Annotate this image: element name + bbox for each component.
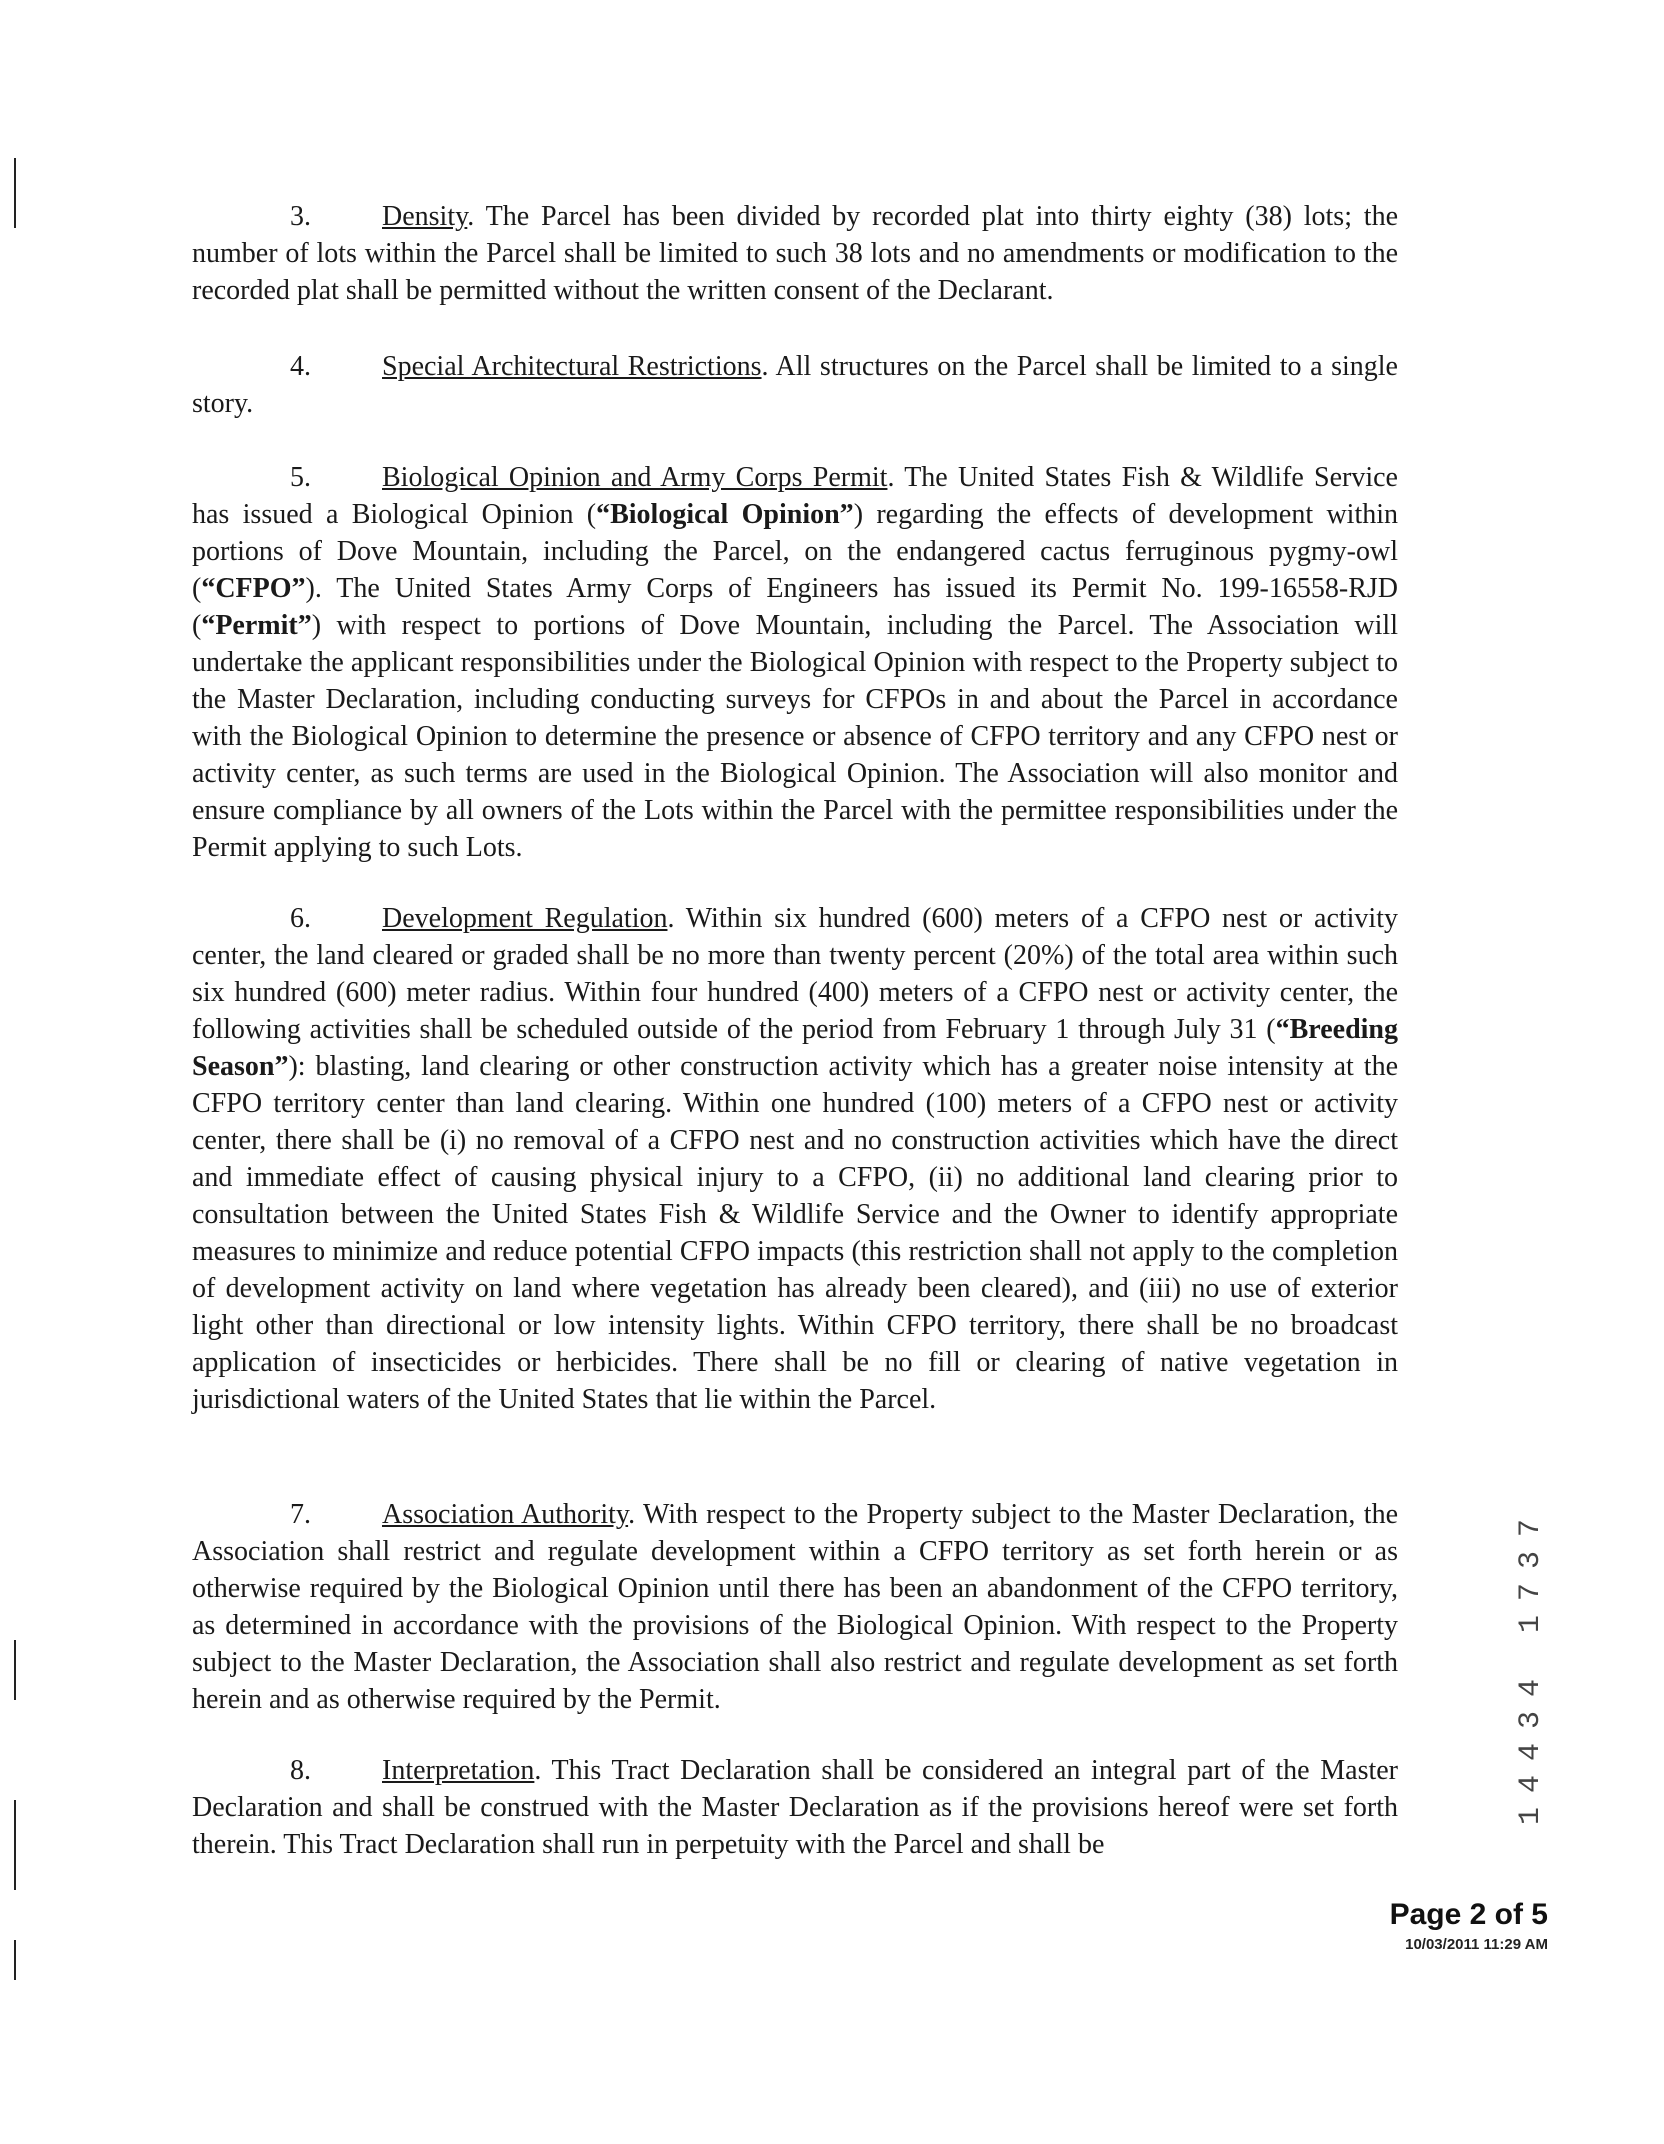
paragraph-biological-opinion	[192, 459, 1398, 866]
paragraph-heading: Association Authority	[382, 1499, 629, 1530]
paragraph-number: 8.	[290, 1755, 311, 1786]
paragraph-interpretation	[192, 1752, 1398, 1863]
paragraph-density	[192, 198, 1398, 309]
paragraph-architectural-restrictions	[192, 348, 1398, 422]
paragraph-association-authority	[192, 1496, 1398, 1718]
scan-mark	[14, 158, 16, 228]
paragraph-body: ) with respect to portions of Dove Mountain, including the Parcel. The Association will undertake the applicant responsibilities under the Biological Opinion with respect to the Property subject to the Master Declaration, including conducting surveys for CFPOs in and about the Parcel in accordance with the Biological Opinion to determine the presence or absence of CFPO territory and any CFPO nest or activity center, as such terms are used in the Biological Opinion. The Association will also monitor and ensure compliance by all owners of the Lots within the Parcel with the permittee responsibilities under the Permit applying to such Lots.	[192, 610, 1398, 863]
paragraph-number: 7.	[290, 1499, 311, 1530]
scan-mark	[14, 1800, 16, 1890]
defined-term: “Biological Opinion”	[596, 499, 854, 530]
paragraph-body: . With respect to the Property subject to the Master Declaration, the Association shall restrict and regulate development within a CFPO territory as set forth herein or as otherwise required by the Biological Opinion until there has been an abandonment of the CFPO territory, as determined in accordance with the provisions of the Biological Opinion. With respect to the Property subject to the Master Declaration, the Association shall also restrict and regulate development as set forth herein and as otherwise required by the Permit.	[192, 1499, 1398, 1715]
paragraph-body: ). The United States Army Corps of Engineers has issued its Permit No. 199-16558-RJD (	[192, 573, 1398, 641]
paragraph-body: . All structures on the Parcel shall be limited to a single story.	[192, 351, 1398, 419]
paragraph-heading: Interpretation	[382, 1755, 535, 1786]
recording-number: 14434 1737	[1514, 1505, 1548, 1826]
scan-mark	[14, 1940, 16, 1980]
paragraph-heading: Density	[382, 201, 468, 232]
paragraph-number: 5.	[290, 462, 311, 493]
print-timestamp: 10/03/2011 11:29 AM	[1405, 1936, 1548, 1953]
defined-term: “Breeding Season”	[192, 1014, 1398, 1082]
page-number: Page 2 of 5	[1389, 1898, 1548, 1931]
paragraph-number: 6.	[290, 903, 311, 934]
defined-term: “CFPO”	[201, 573, 306, 604]
paragraph-body: ) regarding the effects of development within portions of Dove Mountain, including the Parcel, on the endangered cactus ferruginous pygmy-owl (	[192, 499, 1398, 604]
paragraph-body: . Within six hundred (600) meters of a CFPO nest or activity center, the land cleared or graded shall be no more than twenty percent (20%) of the total area within such six hundred (600) meter radius. Within four hundred (400) meters of a CFPO nest or activity center, the following activities shall be scheduled outside of the period from February 1 through July 31 (	[192, 903, 1398, 1045]
scan-mark	[14, 1640, 16, 1700]
paragraph-heading: Biological Opinion and Army Corps Permit	[382, 462, 888, 493]
paragraph-body: ): blasting, land clearing or other construction activity which has a greater noise intensity at the CFPO territory center than land clearing. Within one hundred (100) meters of a CFPO nest or activity center, there shall be (i) no removal of a CFPO nest and no construction activities which have the direct and immediate effect of causing physical injury to a CFPO, (ii) no additional land clearing prior to consultation between the United States Fish & Wildlife Service and the Owner to identify appropriate measures to minimize and reduce potential CFPO impacts (this restriction shall not apply to the completion of development activity on land where vegetation has already been cleared), and (iii) no use of exterior light other than directional or low intensity lights. Within CFPO territory, there shall be no broadcast application of insecticides or herbicides. There shall be no fill or clearing of native vegetation in jurisdictional waters of the United States that lie within the Parcel.	[192, 1051, 1398, 1415]
paragraph-development-regulation	[192, 900, 1398, 1418]
paragraph-number: 4.	[290, 351, 311, 382]
paragraph-heading: Development Regulation	[382, 903, 668, 934]
defined-term: “Permit”	[201, 610, 312, 641]
paragraph-body: . The Parcel has been divided by recorded plat into thirty eighty (38) lots; the number of lots within the Parcel shall be limited to such 38 lots and no amendments or modification to the recorded plat shall be permitted without the written consent of the Declarant.	[192, 201, 1398, 306]
paragraph-number: 3.	[290, 201, 311, 232]
paragraph-heading: Special Architectural Restrictions	[382, 351, 762, 382]
paragraph-body: . This Tract Declaration shall be considered an integral part of the Master Declaration and shall be construed with the Master Declaration as if the provisions hereof were set forth therein. This Tract Declaration shall run in perpetuity with the Parcel and shall be	[192, 1755, 1398, 1860]
paragraph-body: . The United States Fish & Wildlife Service has issued a Biological Opinion (	[192, 462, 1398, 530]
